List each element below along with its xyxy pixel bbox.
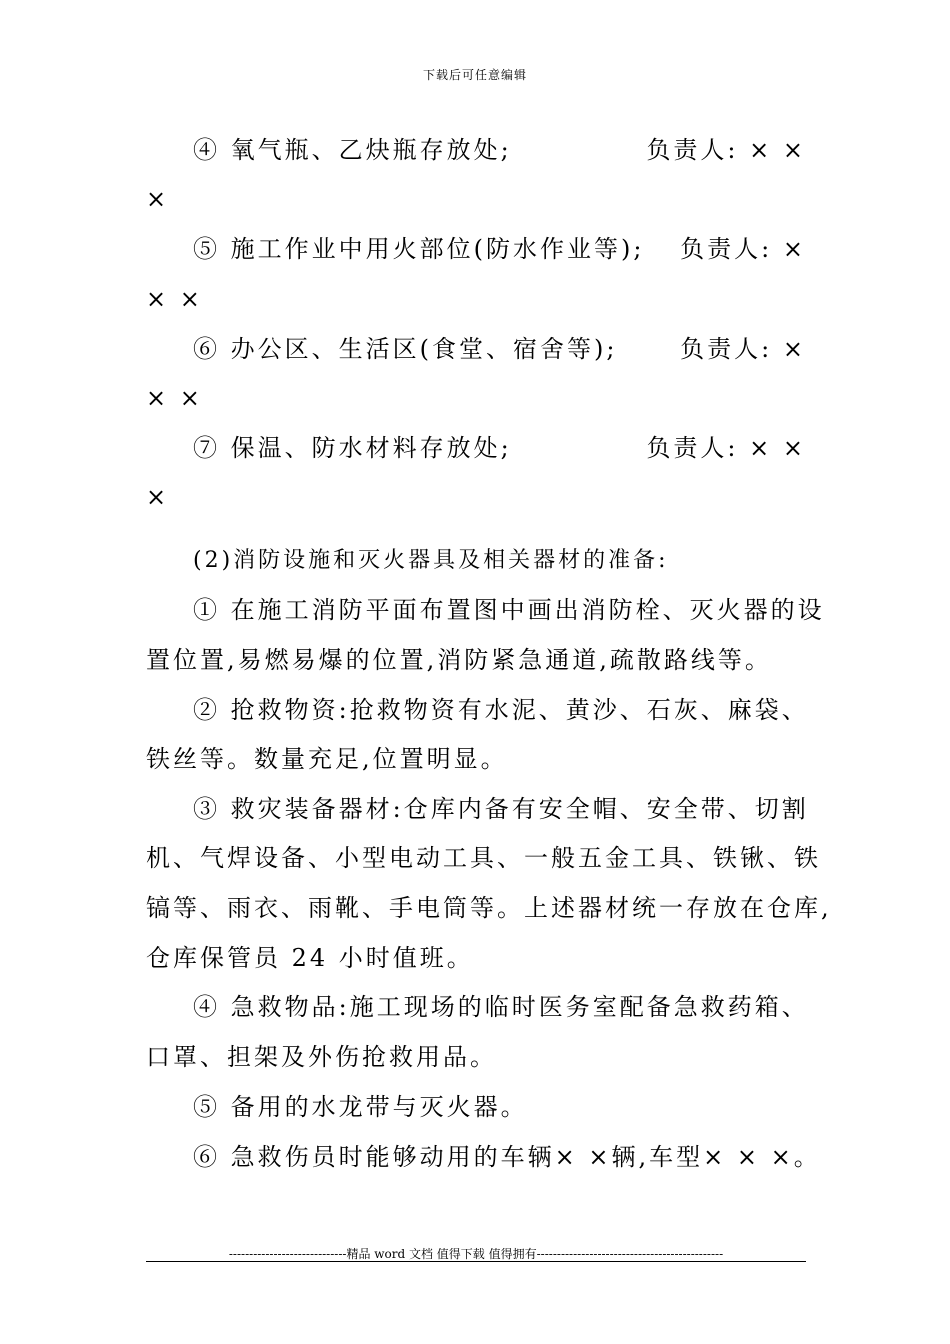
responsibility-item-4: [193, 135, 806, 165]
responsibility-person: 负责人: ×: [680, 235, 806, 263]
section2-line-1: ① 在施工消防平面布置图中画出消防栓、灭火器的设: [193, 596, 825, 624]
section2-line-6: 机、气焊设备、小型电动工具、一般五金工具、铁锹、铁: [146, 844, 821, 872]
footer-rule: [146, 1261, 806, 1262]
responsibility-person: 负责人: ×: [680, 335, 806, 363]
responsibility-item-5: [193, 234, 806, 264]
section2-line-9: ④ 急救物品:施工现场的临时医务室配备急救药箱、: [193, 993, 809, 1021]
section2-line-4: 铁丝等。数量充足,位置明显。: [146, 745, 508, 773]
section2-line-7: 镐等、雨衣、雨靴、手电筒等。上述器材统一存放在仓库,: [146, 894, 832, 922]
section2-line-12: ⑥ 急救伤员时能够动用的车辆× ×辆,车型× × ×。: [193, 1143, 821, 1171]
responsibility-item-5-wrap: × ×: [146, 285, 203, 313]
responsibility-item-label: ⑤ 施工作业中用火部位(防水作业等);: [193, 235, 645, 263]
responsibility-person: 负责人: × ×: [646, 434, 806, 462]
responsibility-item-6-wrap: × ×: [146, 384, 203, 412]
section2-line-3: ② 抢救物资:抢救物资有水泥、黄沙、石灰、麻袋、: [193, 696, 809, 724]
responsibility-item-label: ⑥ 办公区、生活区(食堂、宿舍等);: [193, 335, 618, 363]
section2-line-5: ③ 救灾装备器材:仓库内备有安全帽、安全带、切割: [193, 795, 809, 823]
section2-line-11: ⑤ 备用的水龙带与灭火器。: [193, 1093, 528, 1121]
responsibility-item-6: [193, 334, 806, 364]
page-header-note: 下载后可任意编辑: [422, 68, 527, 82]
section2-heading: (2)消防设施和灭火器具及相关器材的准备:: [193, 548, 669, 573]
responsibility-item-7: [193, 433, 806, 463]
responsibility-item-7-wrap: ×: [146, 483, 170, 511]
responsibility-item-label: ④ 氧气瓶、乙炔瓶存放处;: [193, 136, 512, 164]
section2-line-10: 口罩、担架及外伤抢救用品。: [146, 1043, 497, 1071]
responsibility-item-4-wrap: ×: [146, 185, 170, 213]
responsibility-item-label: ⑦ 保温、防水材料存放处;: [193, 434, 512, 462]
section2-line-2: 置位置,易燃易爆的位置,消防紧急通道,疏散路线等。: [146, 646, 772, 674]
section2-line-8: 仓库保管员 24 小时值班。: [146, 944, 474, 972]
responsibility-person: 负责人: × ×: [646, 136, 806, 164]
footer-note: -----------------------------精品 word 文档 值得下载 值得拥有----------------------------------------------: [228, 1247, 724, 1261]
